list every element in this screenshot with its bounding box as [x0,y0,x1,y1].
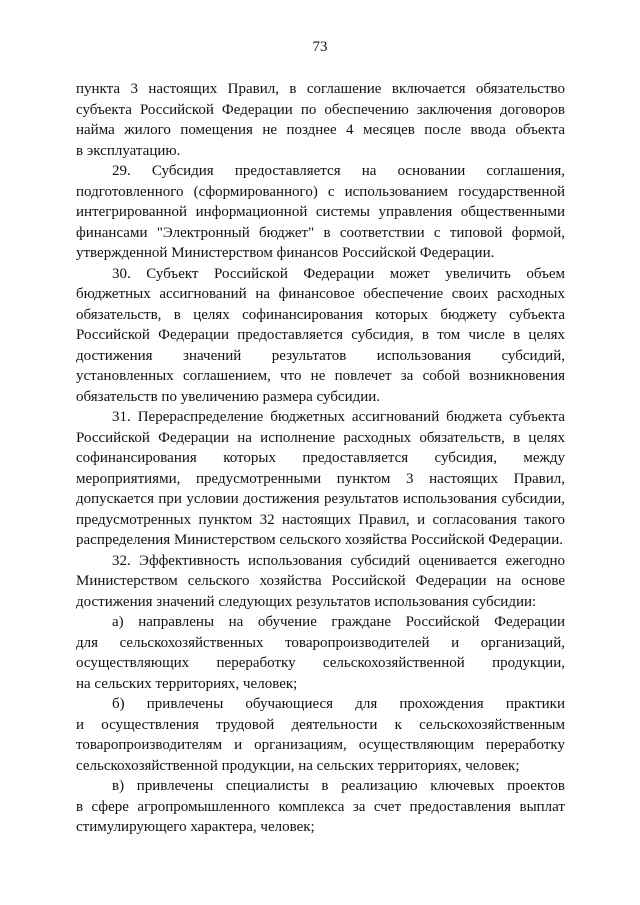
text-line: в эксплуатацию. [76,142,181,159]
paragraph-p-32 [76,551,565,613]
text-line: а) направлены на обучение граждане Российской Федерации [112,614,565,630]
text-line: достижения значений следующих результатов использования субсидии: [76,593,537,610]
text-line: найма жилого помещения не позднее 4 месяцев после ввода объекта [76,122,565,138]
text-line: товаропроизводителям и организациям, осуществляющим переработку [76,737,565,753]
text-line: сельскохозяйственной продукции, на сельских территориях, человек; [76,757,520,774]
text-line: обязательств, в целях софинансирования которых бюджету субъекта [76,306,565,323]
text-line: утвержденной Министерством финансов Российской Федерации. [76,245,495,261]
text-line: 29. Субсидия предоставляется на основании соглашения, [112,163,565,179]
paragraph-p-29 [76,161,565,264]
text-line: Российской Федерации предоставляется субсидия, в том числе в целях [76,327,565,343]
page-number: 73 [312,39,328,55]
text-line: мероприятиями, предусмотренными пунктом 3 настоящих Правил, [76,470,565,487]
text-line: подготовленного (сформированного) с использованием государственной [76,183,565,200]
text-line: в) привлечены специалисты в реализацию ключевых проектов [112,778,565,794]
text-line: субъекта Российской Федерации по обеспечению заключения договоров [76,101,565,118]
paragraph-p-31 [76,407,565,551]
text-line: 30. Субъект Российской Федерации может увеличить объем [112,265,565,282]
text-line: и осуществления трудовой деятельности к сельскохозяйственным [76,716,565,733]
paragraph-p-32c [76,776,565,838]
paragraph-p-30 [76,264,565,408]
text-line: интегрированной информационной системы управления общественными [76,204,565,220]
text-line: допускается при условии достижения результатов использования субсидии, [76,491,565,507]
text-line: Министерством сельского хозяйства Российской Федерации на основе [76,573,565,589]
text-line: распределения Министерством сельского хозяйства Российской Федерации. [76,532,563,548]
paragraph-p-continuation [76,79,565,161]
text-line: 32. Эффективность использования субсидий оценивается ежегодно [112,552,565,569]
paragraph-p-32b [76,694,565,776]
document-body [76,79,565,838]
text-line: обязательств по увеличению размера субсидии. [76,388,381,405]
text-line: на сельских территориях, человек; [76,675,298,692]
text-line: в сфере агропромышленного комплекса за счет предоставления выплат [76,798,565,815]
text-line: установленных соглашением, что не повлечет за собой возникновения [76,368,565,384]
text-line: бюджетных ассигнований на финансовое обеспечение своих расходных [76,286,565,302]
text-line: стимулирующего характера, человек; [76,819,315,835]
text-line: пункта 3 настоящих Правил, в соглашение включается обязательство [76,81,565,97]
text-line: достижения значений результатов использования субсидий, [76,347,565,364]
text-line: б) привлечены обучающиеся для прохождения практики [112,696,565,712]
text-line: Российской Федерации на исполнение расходных обязательств, в целях [76,429,565,446]
paragraph-p-32a [76,612,565,694]
text-line: предусмотренных пунктом 32 настоящих Правил, и согласования такого [76,511,565,528]
text-line: финансами "Электронный бюджет" в соответствии с типовой формой, [76,224,565,241]
text-line: софинансирования которых предоставляется субсидия, между [76,450,565,466]
text-line: 31. Перераспределение бюджетных ассигнований бюджета субъекта [112,409,565,425]
text-line: осуществляющих переработку сельскохозяйственной продукции, [76,655,565,671]
text-line: для сельскохозяйственных товаропроизводителей и организаций, [76,634,565,651]
